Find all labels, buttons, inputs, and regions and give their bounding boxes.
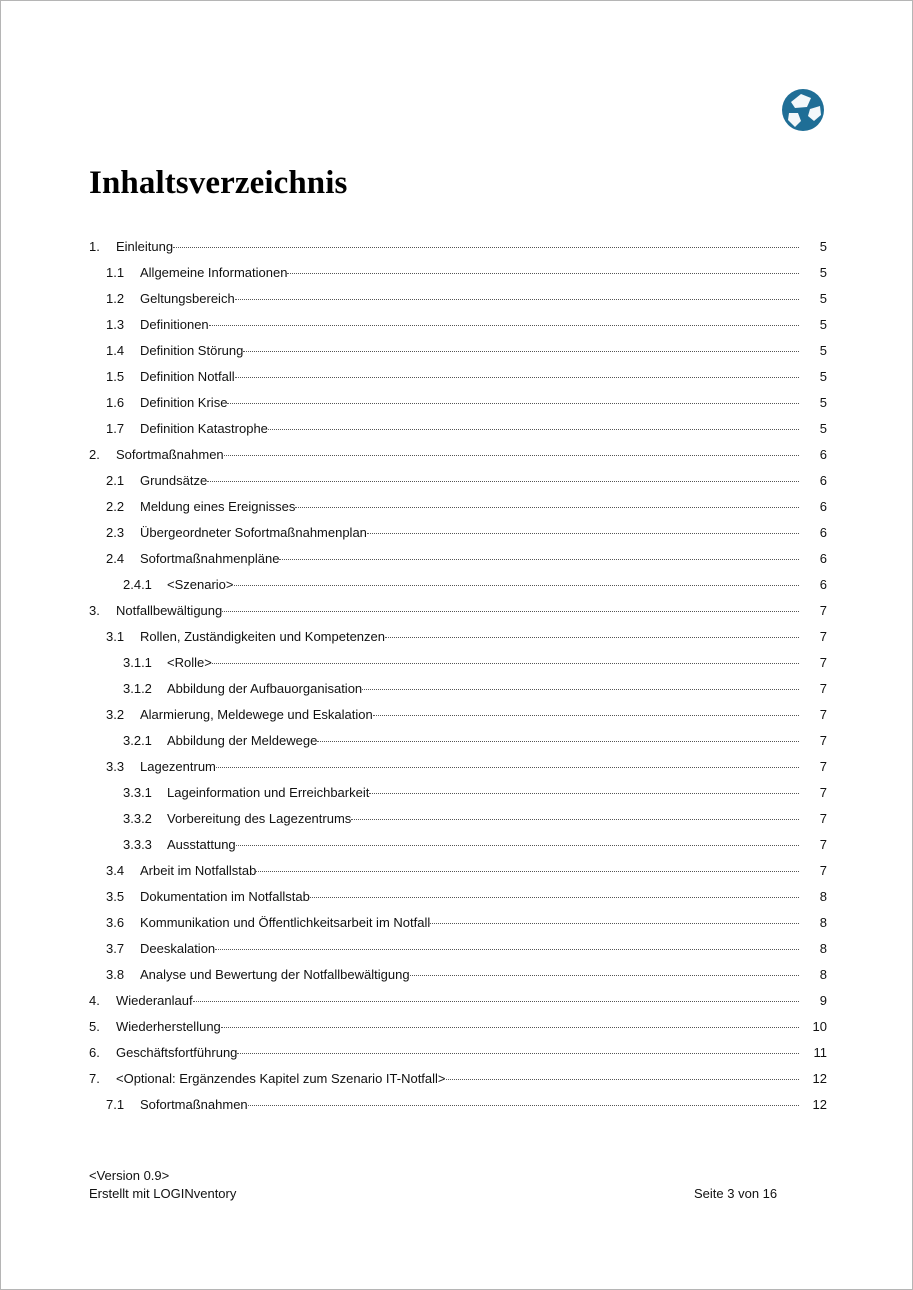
toc-entry-line [116,447,827,462]
toc-entry-number: 2.4 [106,551,125,566]
toc-entry[interactable] [89,545,827,571]
toc-entry-page: 7 [819,759,827,774]
toc-dot-leader [212,663,799,664]
toc-entry-number: 3. [89,603,100,618]
toc-entry-text: Sofortmaßnahmenpläne [140,551,280,566]
toc-entry[interactable] [89,389,827,415]
toc-entry-text: Abbildung der Meldewege [167,733,318,748]
toc-entry[interactable] [89,623,827,649]
toc-entry-line [140,889,827,904]
toc-entry[interactable] [89,831,827,857]
toc-entry-line [140,707,827,722]
toc-entry-line [140,1097,827,1112]
toc-entry-number: 1.2 [106,291,125,306]
globe-logo-icon [781,88,825,132]
toc-entry-page: 7 [819,863,827,878]
toc-entry-page: 5 [819,421,827,436]
toc-entry-line [167,733,827,748]
toc-entry-line [140,395,827,410]
page-title: Inhaltsverzeichnis [89,165,348,201]
toc-entry-line [116,1019,827,1034]
toc-entry-text: Meldung eines Ereignisses [140,499,296,514]
toc-dot-leader [367,533,799,534]
toc-entry-page: 8 [819,915,827,930]
toc-entry-page: 9 [819,993,827,1008]
toc-entry-text: Geschäftsfortführung [116,1045,238,1060]
toc-entry-page: 8 [819,889,827,904]
toc-entry[interactable] [89,571,827,597]
toc-entry-page: 11 [813,1045,827,1060]
toc-dot-leader [221,1027,799,1028]
toc-entry[interactable] [89,1013,827,1039]
toc-dot-leader [362,689,799,690]
toc-entry-line [116,239,827,254]
toc-entry-line [167,655,827,670]
toc-entry-number: 3.5 [106,889,125,904]
toc-entry[interactable] [89,935,827,961]
toc-entry[interactable] [89,753,827,779]
toc-dot-leader [227,403,799,404]
toc-entry-number: 3.1.2 [123,681,152,696]
toc-entry-text: Definitionen [140,317,209,332]
toc-entry[interactable] [89,233,827,259]
toc-entry-number: 3.3.1 [123,785,152,800]
toc-entry[interactable] [89,675,827,701]
table-of-contents [89,233,827,1117]
toc-entry[interactable] [89,363,827,389]
toc-entry-line [140,967,827,982]
toc-entry[interactable] [89,441,827,467]
toc-entry-line [140,291,827,306]
toc-entry-page: 6 [819,447,827,462]
toc-entry-line [116,993,827,1008]
toc-entry-line [167,785,827,800]
toc-entry-text: Kommunikation und Öffentlichkeitsarbeit im Notfall [140,915,431,930]
toc-dot-leader [369,793,799,794]
toc-entry-number: 2.3 [106,525,125,540]
toc-dot-leader [209,325,799,326]
toc-dot-leader [446,1079,799,1080]
toc-dot-leader [207,481,799,482]
toc-entry-number: 3.2.1 [123,733,152,748]
toc-entry-page: 7 [819,837,827,852]
toc-entry-page: 8 [819,941,827,956]
toc-entry-page: 10 [812,1019,827,1034]
toc-entry-page: 5 [819,265,827,280]
toc-entry-number: 3.3.2 [123,811,152,826]
toc-dot-leader [256,871,799,872]
toc-entry-page: 6 [819,577,827,592]
toc-entry-page: 7 [819,655,827,670]
toc-entry-text: Definition Katastrophe [140,421,268,436]
toc-entry[interactable] [89,987,827,1013]
toc-entry[interactable] [89,961,827,987]
toc-entry-number: 7.1 [106,1097,125,1112]
toc-entry-page: 5 [819,343,827,358]
toc-dot-leader [216,767,799,768]
toc-entry-text: Übergeordneter Sofortmaßnahmenplan [140,525,367,540]
toc-entry-text: Analyse und Bewertung der Notfallbewältigung [140,967,410,982]
toc-entry-page: 7 [819,603,827,618]
toc-entry-text: Vorbereitung des Lagezentrums [167,811,352,826]
toc-dot-leader [173,247,799,248]
toc-entry-line [140,473,827,488]
toc-entry-page: 7 [819,629,827,644]
toc-entry-line [116,1071,827,1086]
toc-entry-text: Ausstattung [167,837,236,852]
toc-dot-leader [279,559,799,560]
toc-entry-text: Definition Krise [140,395,228,410]
toc-entry-number: 3.6 [106,915,125,930]
toc-entry-number: 3.4 [106,863,125,878]
toc-entry-text: Notfallbewältigung [116,603,223,618]
toc-entry-number: 5. [89,1019,100,1034]
toc-entry-number: 1.1 [106,265,125,280]
toc-dot-leader [268,429,799,430]
toc-entry-text: Alarmierung, Meldewege und Eskalation [140,707,373,722]
toc-entry-number: 2.2 [106,499,125,514]
toc-entry-number: 3.1 [106,629,125,644]
toc-entry[interactable] [89,727,827,753]
toc-entry-line [140,941,827,956]
toc-entry-text: Abbildung der Aufbauorganisation [167,681,363,696]
toc-entry-text: Dokumentation im Notfallstab [140,889,310,904]
toc-entry-page: 5 [819,317,827,332]
toc-entry-line [140,629,827,644]
toc-entry[interactable] [89,597,827,623]
toc-entry-page: 5 [819,239,827,254]
toc-entry-number: 3.8 [106,967,125,982]
toc-entry[interactable] [89,519,827,545]
toc-entry-text: Einleitung [116,239,174,254]
toc-entry-line [116,603,827,618]
toc-entry-page: 7 [819,733,827,748]
footer-page-info: Seite 3 von 16 [694,1186,778,1201]
toc-entry[interactable] [89,805,827,831]
toc-entry-number: 1.3 [106,317,125,332]
toc-dot-leader [235,377,799,378]
toc-entry-number: 6. [89,1045,100,1060]
toc-dot-leader [351,819,799,820]
toc-entry-text: Arbeit im Notfallstab [140,863,257,878]
toc-entry-text: Deeskalation [140,941,216,956]
toc-entry[interactable] [89,285,827,311]
toc-entry-number: 2. [89,447,100,462]
toc-dot-leader [236,845,799,846]
toc-entry-line [140,343,827,358]
toc-entry-number: 1.6 [106,395,125,410]
toc-entry-text: Lageinformation und Erreichbarkeit [167,785,370,800]
toc-entry-page: 5 [819,369,827,384]
toc-entry-line [140,551,827,566]
toc-entry-number: 3.7 [106,941,125,956]
toc-dot-leader [215,949,799,950]
toc-entry-page: 5 [819,291,827,306]
toc-entry-page: 7 [819,707,827,722]
toc-entry-line [140,499,827,514]
toc-dot-leader [224,455,799,456]
footer-left [89,1167,236,1203]
toc-entry[interactable] [89,701,827,727]
toc-entry[interactable] [89,649,827,675]
toc-entry[interactable] [89,493,827,519]
toc-entry-line [140,421,827,436]
toc-entry-page: 8 [819,967,827,982]
toc-dot-leader [430,923,799,924]
toc-dot-leader [410,975,799,976]
toc-entry-text: Allgemeine Informationen [140,265,288,280]
toc-entry-number: 1. [89,239,100,254]
toc-entry-page: 7 [819,681,827,696]
toc-dot-leader [243,351,799,352]
footer-version: <Version 0.9> [89,1168,170,1183]
toc-entry-line [140,759,827,774]
toc-entry-number: 1.7 [106,421,125,436]
toc-entry-text: <Szenario> [167,577,234,592]
toc-entry-text: Wiederherstellung [116,1019,221,1034]
toc-entry-number: 7. [89,1071,100,1086]
toc-entry[interactable] [89,1065,827,1091]
toc-dot-leader [222,611,799,612]
toc-entry[interactable] [89,467,827,493]
toc-entry-number: 2.4.1 [123,577,152,592]
toc-entry-line [140,265,827,280]
toc-entry-page: 7 [819,811,827,826]
toc-entry[interactable] [89,259,827,285]
toc-entry-number: 4. [89,993,100,1008]
toc-entry-number: 3.3.3 [123,837,152,852]
toc-entry-text: Rollen, Zuständigkeiten und Kompetenzen [140,629,385,644]
toc-entry-page: 12 [812,1097,827,1112]
toc-entry-number: 3.2 [106,707,125,722]
toc-dot-leader [295,507,799,508]
toc-entry-line [167,811,827,826]
toc-entry[interactable] [89,779,827,805]
toc-entry-number: 3.3 [106,759,125,774]
toc-entry-line [116,1045,827,1060]
toc-entry-text: Wiederanlauf [116,993,193,1008]
toc-entry[interactable] [89,337,827,363]
toc-entry-page: 7 [819,785,827,800]
footer-created-with: Erstellt mit LOGINventory [89,1186,237,1201]
toc-dot-leader [248,1105,799,1106]
toc-entry-text: Grundsätze [140,473,208,488]
toc-entry[interactable] [89,909,827,935]
toc-entry-page: 6 [819,525,827,540]
toc-dot-leader [234,585,800,586]
toc-entry-page: 6 [819,499,827,514]
toc-entry[interactable] [89,883,827,909]
toc-entry[interactable] [89,311,827,337]
toc-entry-text: Definition Notfall [140,369,235,384]
toc-entry[interactable] [89,857,827,883]
toc-dot-leader [193,1001,799,1002]
toc-entry-page: 5 [819,395,827,410]
toc-dot-leader [287,273,799,274]
toc-dot-leader [317,741,799,742]
toc-entry-number: 3.1.1 [123,655,152,670]
toc-entry-text: Geltungsbereich [140,291,235,306]
toc-entry-page: 6 [819,473,827,488]
toc-entry[interactable] [89,1091,827,1117]
toc-entry-text: <Optional: Ergänzendes Kapitel zum Szenario IT-Notfall> [116,1071,446,1086]
toc-entry-line [167,577,827,592]
toc-entry-page: 6 [819,551,827,566]
toc-entry-number: 1.4 [106,343,125,358]
toc-entry[interactable] [89,1039,827,1065]
toc-entry-line [167,837,827,852]
toc-entry-line [167,681,827,696]
toc-entry-text: Definition Störung [140,343,244,358]
toc-dot-leader [237,1053,799,1054]
toc-entry-line [140,369,827,384]
toc-entry-text: <Rolle> [167,655,212,670]
toc-entry-line [140,525,827,540]
toc-entry-line [140,317,827,332]
toc-entry-text: Lagezentrum [140,759,216,774]
toc-entry-line [140,915,827,930]
toc-entry-text: Sofortmaßnahmen [116,447,224,462]
toc-dot-leader [385,637,799,638]
toc-entry[interactable] [89,415,827,441]
toc-entry-number: 2.1 [106,473,125,488]
toc-entry-line [140,863,827,878]
toc-dot-leader [310,897,799,898]
toc-dot-leader [373,715,799,716]
toc-dot-leader [235,299,799,300]
toc-entry-number: 1.5 [106,369,125,384]
toc-entry-text: Sofortmaßnahmen [140,1097,248,1112]
toc-entry-page: 12 [812,1071,827,1086]
